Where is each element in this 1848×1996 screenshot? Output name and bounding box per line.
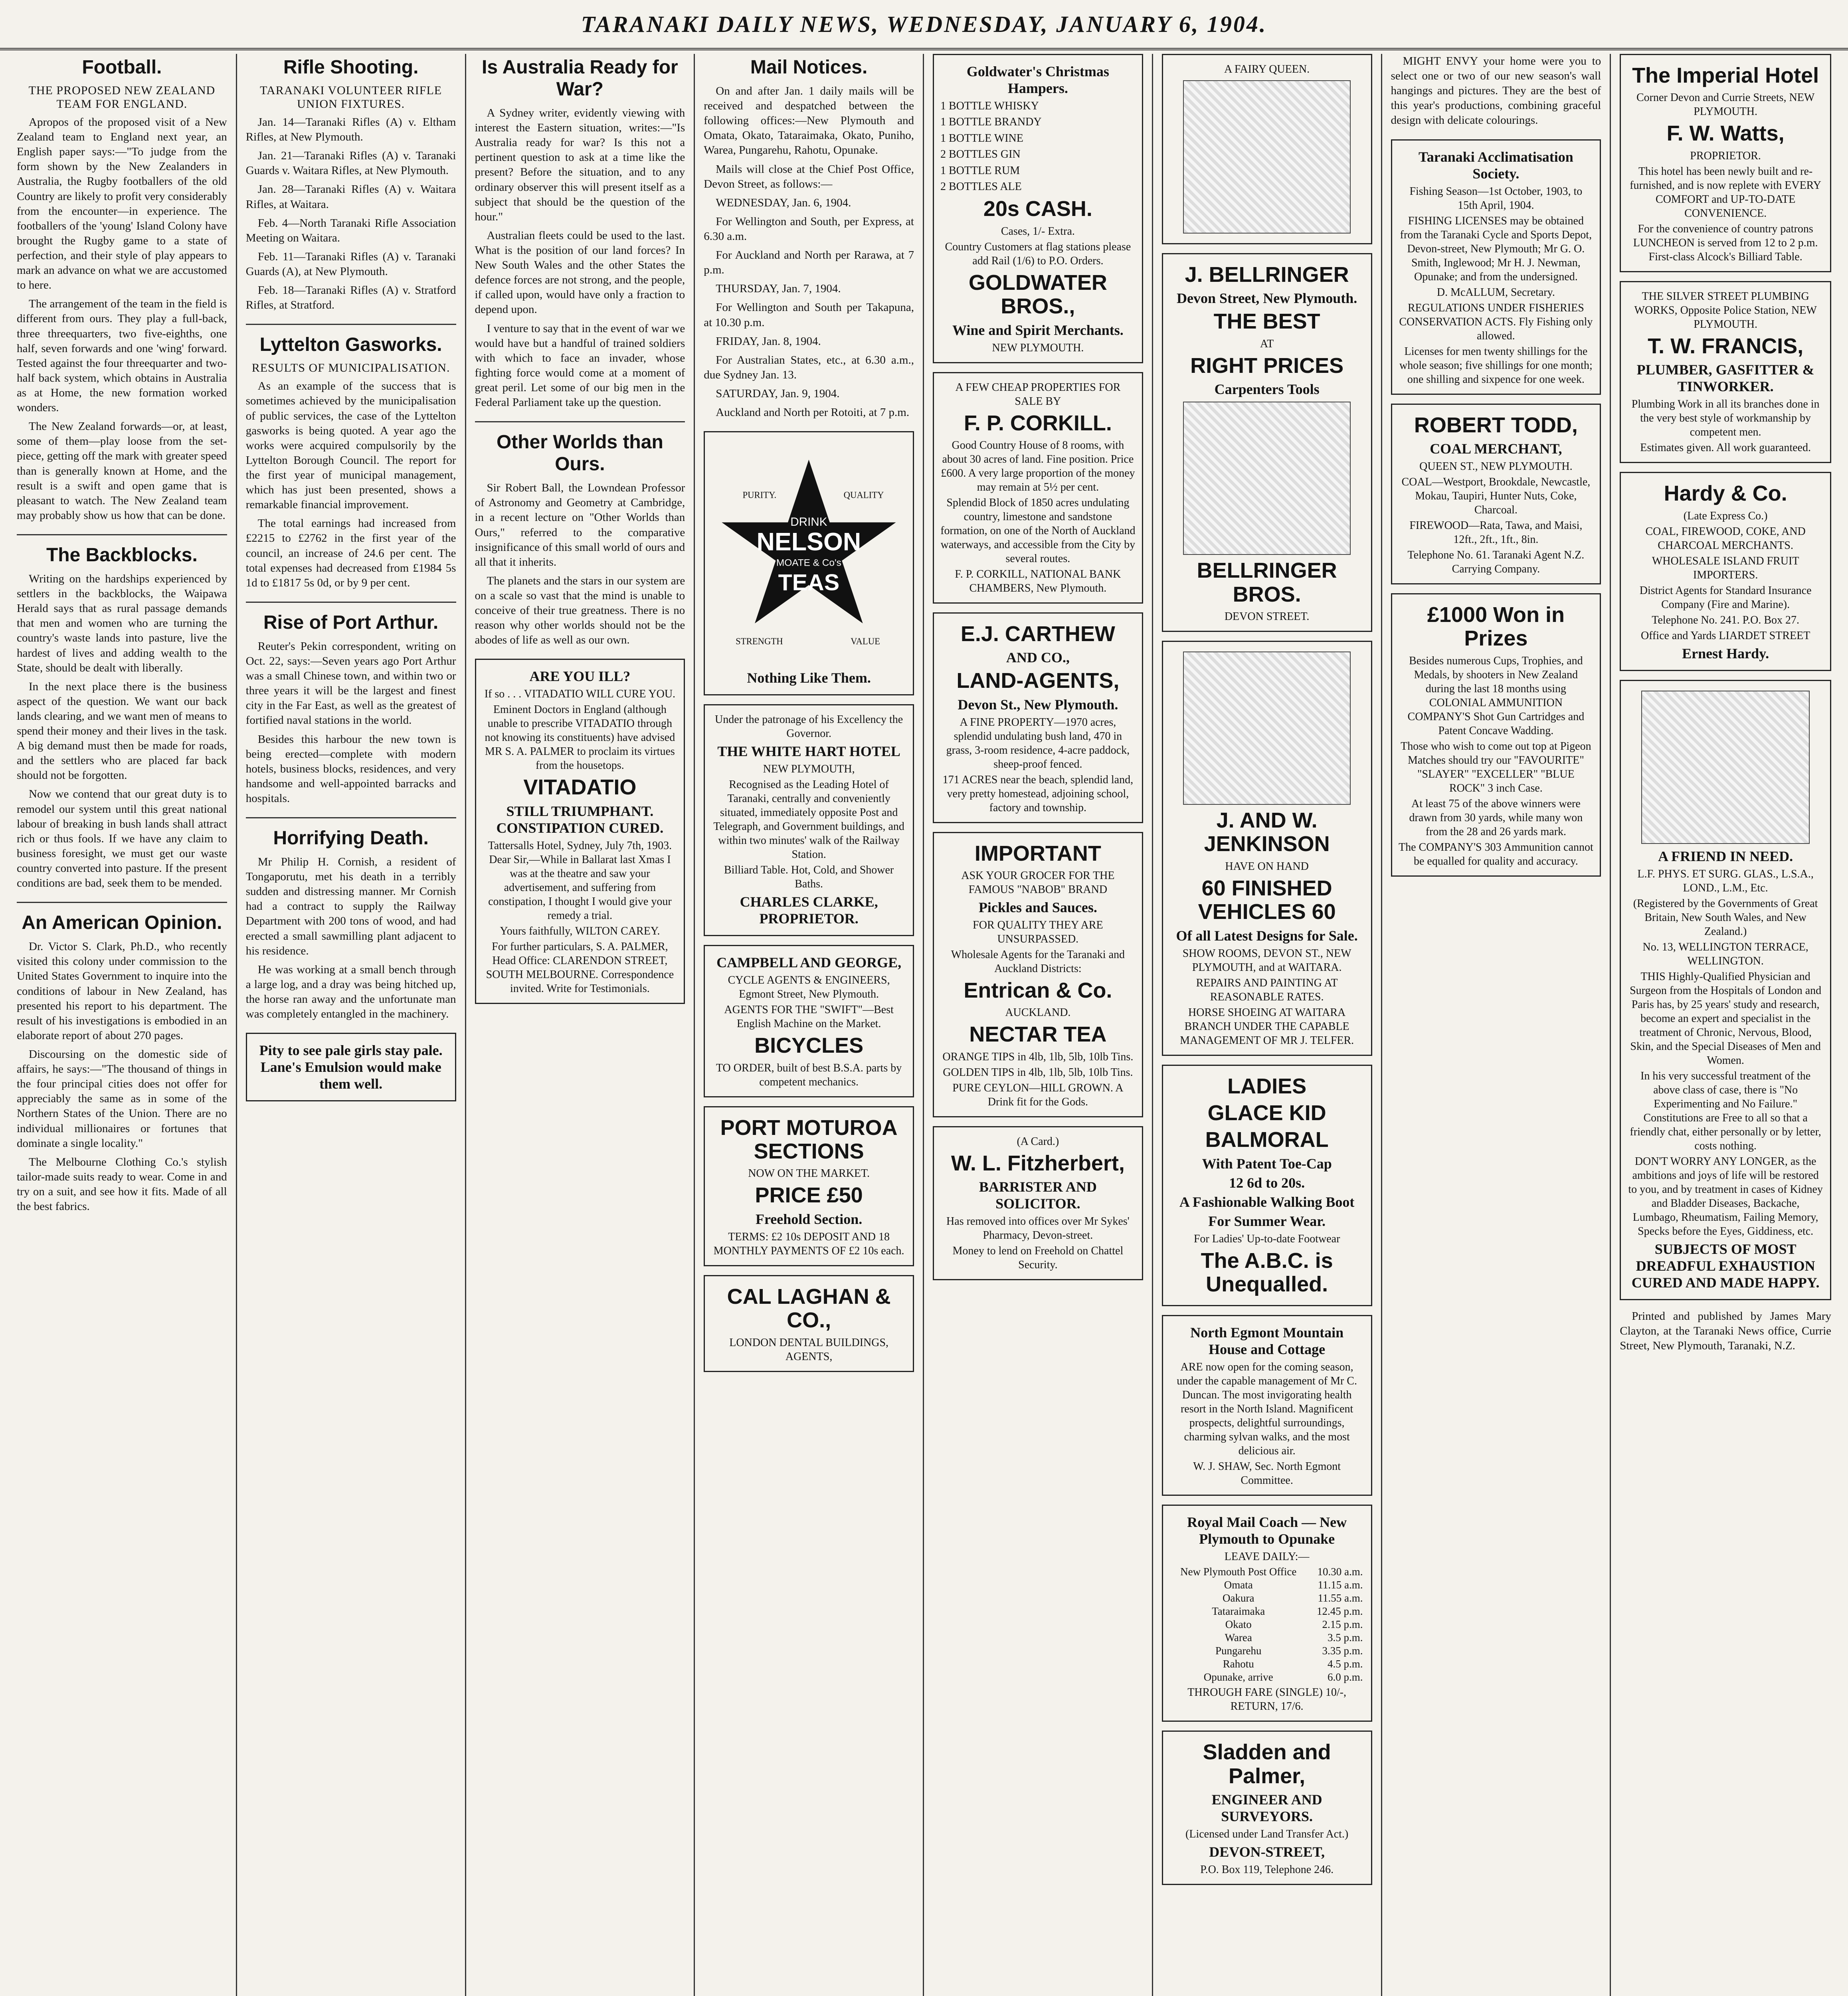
- table-row: [1169, 1592, 1365, 1605]
- stop-name: Warea: [1225, 1632, 1252, 1644]
- ad-body: In his very successful treatment of the above class of case, there is "No Experimenting and No Failure." Constitutions are Free to all so that a friendly chat, either personally or by letter, costs nothing.: [1630, 1069, 1821, 1152]
- ad-brand: NECTAR TEA: [969, 1022, 1107, 1047]
- paragraph: The New Zealand forwards—or, at least, some of them—play loose from the set-piece, getting off the mark with greater speed than is generally known at Home, and the result is a swift and open game that is pleasant to watch. The New Zealand team may probably show us how that can be done.: [17, 420, 227, 522]
- ad-heading: ARE YOU ILL?: [529, 668, 631, 685]
- stop-time: 2.15 p.m.: [1322, 1618, 1363, 1631]
- ad-body: GOLDEN TIPS in 4lb, 1lb, 5lb, 10lb Tins.: [943, 1066, 1133, 1079]
- ad-bellringer: [1162, 253, 1372, 632]
- table-row: [1169, 1618, 1365, 1631]
- ad-slogan: THE BEST: [1213, 309, 1320, 334]
- ad-body: HORSE SHOEING AT WAITARA BRANCH UNDER THE CAPABLE MANAGEMENT OF MR J. TELFER.: [1180, 1006, 1354, 1047]
- headline: Other Worlds than Ours.: [496, 432, 663, 475]
- nelson-purity: PURITY.: [742, 490, 777, 500]
- headline: Football.: [82, 57, 162, 78]
- ad-body: Estimates given. All work guaranteed.: [1640, 442, 1811, 454]
- ad-body: Office and Yards LIARDET STREET: [1640, 629, 1810, 642]
- fixture-item: Jan. 28—Taranaki Rifles (A) v. Waitara Rifles, at Waitara.: [245, 183, 456, 211]
- ad-title: CAL LAGHAN & CO.,: [727, 1284, 891, 1333]
- ad-imperial-hotel: [1620, 54, 1831, 272]
- ad-sub: Wine and Spirit Merchants.: [952, 322, 1124, 338]
- ad-name: F. W. Watts,: [1666, 121, 1785, 146]
- ad-body: SHOW ROOMS, DEVON ST., NEW PLYMOUTH, and at WAITARA.: [1182, 947, 1351, 974]
- ad-note: Country Customers at flag stations please add Rail (1/6) to P.O. Orders.: [945, 240, 1131, 267]
- ad-goldwater: [933, 54, 1143, 363]
- paragraph: The Melbourne Clothing Co.'s stylish tailor-made suits ready to wear. Come in and try on a suit, and see how it fits. Made of all the best fabrics.: [17, 1155, 227, 1213]
- ad-body: ARE now open for the coming season, under the capable management of Mr C. Duncan. The most invigorating health resort in the North Island. Magnificent prospects, delightful surroundings, charming sylvan walks, and the most delicious air.: [1177, 1361, 1357, 1457]
- ad-fitzherbert: [933, 1126, 1143, 1280]
- ad-address: QUEEN ST., NEW PLYMOUTH.: [1419, 460, 1573, 473]
- divider: [17, 534, 227, 535]
- ad-white-hart-hotel: [704, 704, 914, 936]
- stop-time: 12.45 p.m.: [1316, 1605, 1363, 1618]
- ad-footer: P.O. Box 119, Telephone 246.: [1200, 1863, 1334, 1876]
- ad-corkill: [933, 372, 1143, 604]
- ad-name: Entrican & Co.: [964, 978, 1112, 1003]
- ad-title: PORT MOTUROA SECTIONS: [720, 1115, 898, 1163]
- ad-pre: Under the patronage of his Excellency the Governor.: [715, 713, 903, 740]
- ad-footer: F. P. CORKILL, NATIONAL BANK CHAMBERS, New Plymouth.: [955, 568, 1121, 594]
- article-rifle-shooting: [246, 56, 456, 313]
- ad-body: District Agents for Standard Insurance Company (Fire and Marine).: [1639, 584, 1812, 611]
- ad-name: Hardy & Co.: [1664, 481, 1787, 506]
- article-football: [17, 56, 227, 523]
- ad-quals: L.F. PHYS. ET SURG. GLAS., L.S.A., LOND., L.M., Etc.: [1637, 867, 1814, 894]
- ad-name: F. P. CORKILL.: [964, 411, 1112, 435]
- ad-name: E.J. CARTHEW: [960, 622, 1115, 646]
- ad-body: ORANGE TIPS in 4lb, 1lb, 5lb, 10lb Tins.: [942, 1050, 1134, 1063]
- headline: Rifle Shooting.: [283, 57, 419, 78]
- table-row: [1169, 1578, 1365, 1592]
- ad-body: Splendid Block of 1850 acres undulating country, limestone and sandstone formation, on one of the North of Auckland waterways, and accessible from the City by several routes.: [940, 496, 1136, 565]
- ad-body: FOR QUALITY THEY ARE UNSURPASSED.: [973, 919, 1103, 946]
- ad-name: ROBERT TODD,: [1414, 413, 1578, 437]
- column-4: [695, 54, 924, 1996]
- ad-body: COAL—Westport, Brookdale, Newcastle, Mokau, Taupiri, Hunter Nuts, Coke, Charcoal.: [1401, 475, 1591, 516]
- ad-sub: SUBJECTS OF MOST DREADFUL EXHAUSTION CURED AND MADE HAPPY.: [1631, 1241, 1820, 1291]
- star-icon: [711, 442, 906, 665]
- paragraph: Discoursing on the domestic side of affairs, he says:—"The thousand of things in the four principal cities does not offer for appreciably the same as in some of the Northern States of the Union. There are no individual millionaires or fortunes that dominate a single locality.": [17, 1048, 227, 1150]
- article-backblocks: [17, 544, 227, 891]
- stop-time: 6.0 p.m.: [1327, 1671, 1363, 1683]
- ad-body: The COMPANY'S 303 Ammunition cannot be equalled for quality and accuracy.: [1398, 841, 1593, 867]
- stop-name: Rahotu: [1223, 1658, 1254, 1670]
- column-8: [1611, 54, 1840, 1996]
- paragraph: Now we contend that our great duty is to remodel our system until this great national labour of breaking in bush lands shall attract rich or thus fools. If we have any claim to business foresight, we must get our waste country converted into pasture. If the present conditions are bad, seek them to be mended.: [17, 788, 227, 890]
- table-row: [1169, 1657, 1365, 1671]
- ad-friend-in-need: [1620, 680, 1831, 1300]
- nelson-drink: DRINK: [790, 515, 827, 529]
- ad-body: REGULATIONS UNDER FISHERIES CONSERVATION ACTS. Fly Fishing only allowed.: [1399, 301, 1593, 342]
- ad-jenkinson: [1162, 641, 1372, 1056]
- ad-name: Sladden and Palmer,: [1203, 1740, 1331, 1788]
- stop-time: 4.5 p.m.: [1327, 1658, 1363, 1670]
- mail-item: For Auckland and North per Rarawa, at 7 p.m.: [704, 249, 914, 277]
- divider: [17, 902, 227, 903]
- ad-footer: LONDON DENTAL BUILDINGS, AGENTS,: [729, 1336, 889, 1363]
- ad-campbell-george: [704, 945, 914, 1097]
- column-1: [8, 54, 237, 1996]
- stop-name: Tataraimaka: [1212, 1605, 1265, 1618]
- ad-title: THE WHITE HART HOTEL: [717, 743, 900, 760]
- ad-list-item: 1 BOTTLE RUM: [940, 164, 1020, 177]
- paragraph: As an example of the success that is sometimes achieved by the municipalisation of public services, the case of the Lyttelton gasworks is being quoted. A year ago the works were acquired compulsorily by the Lyttelton Borough Council. The report for the first year of municipal management, which has just been presented, shows a remarkable financial improvement.: [245, 380, 456, 511]
- ad-title: £1000 Won in Prizes: [1427, 602, 1565, 651]
- ad-callaghan: [704, 1275, 914, 1372]
- nelson-value: VALUE: [851, 636, 880, 647]
- subheadline: RESULTS OF MUNICIPALISATION.: [251, 361, 450, 375]
- fixture-item: Feb. 4—North Taranaki Rifle Association Meeting on Waitara.: [245, 216, 456, 244]
- coach-timetable: [1169, 1565, 1365, 1684]
- article-other-worlds: [475, 431, 685, 648]
- paragraph: A Sydney writer, evidently viewing with interest the Eastern situation, writes:—"Is Australia ready for war? Is this not a pertinent question to ask at a time like the present? Before the situation, and to any ordinary observer this will present itself as a subject that should be the question of the hour.": [475, 107, 685, 223]
- paragraph: In the next place there is the business aspect of the question. We want our back lands clearing, and we want men of means to spend their money and their lives in the task. A big demand must then be made for roads, and the settlers who are placed far back should not be forgotten.: [17, 680, 227, 782]
- headline: An American Opinion.: [22, 912, 222, 934]
- ad-list-item: 1 BOTTLE WINE: [940, 132, 1023, 145]
- angel-illustration: [1641, 691, 1810, 844]
- column-3: [466, 54, 695, 1996]
- ad-fares: THROUGH FARE (SINGLE) 10/-, RETURN, 17/6.: [1187, 1686, 1346, 1713]
- ad-list-item: 1 BOTTLE WHISKY: [940, 100, 1039, 112]
- ad-sladden-palmer: [1162, 1731, 1372, 1885]
- article-american-opinion: [17, 912, 227, 1214]
- article-port-arthur: [246, 612, 456, 806]
- ad-sub: Of all Latest Designs for Sale.: [1176, 927, 1358, 944]
- ad-body: Fishing Season—1st October, 1903, to 15th April, 1904.: [1409, 185, 1583, 212]
- ad-acclimatisation: [1391, 139, 1601, 395]
- ad-body: Eminent Doctors in England (although unable to prescribe VITADATIO through not knowing its constituents) have advised MR S. A. PALMER to proclaim its virtues from the housetops.: [485, 703, 675, 772]
- ad-body: WHOLESALE ISLAND FRUIT IMPORTERS.: [1652, 554, 1799, 581]
- stop-time: 10.30 a.m.: [1317, 1566, 1363, 1578]
- ad-signature: Yours faithfully, WILTON CAREY.: [500, 925, 660, 937]
- ad-intro: THE SILVER STREET PLUMBING WORKS, Opposite Police Station, NEW PLYMOUTH.: [1634, 290, 1817, 331]
- newspaper-title: TARANAKI DAILY NEWS, WEDNESDAY, JANUARY 6, 1904.: [581, 11, 1267, 37]
- ad-footer: Telephone No. 61. Taranaki Agent N.Z. Carrying Company.: [1407, 549, 1585, 575]
- ad-brand: GOLDWATER BROS.,: [968, 270, 1107, 319]
- ad-body: Billiard Table. Hot, Cold, and Shower Baths.: [724, 864, 894, 891]
- ad-royal-mail-coach: [1162, 1505, 1372, 1722]
- ad-card: (A Card.): [1017, 1135, 1059, 1148]
- ad-north-egmont: [1162, 1315, 1372, 1496]
- ad-intro: A FEW CHEAP PROPERTIES FOR SALE BY: [955, 381, 1121, 408]
- ad-body: Licenses for men twenty shillings for the whole season; five shillings for one month; one shilling and sixpence for one week.: [1399, 345, 1593, 386]
- ad-title: CAMPBELL AND GEORGE,: [716, 954, 902, 971]
- article-wall-hangings: [1391, 54, 1601, 128]
- ad-signature: D. McALLUM, Secretary.: [1436, 286, 1555, 299]
- ad-address: DEVON-STREET,: [1209, 1844, 1325, 1860]
- ad-sub: CYCLE AGENTS & ENGINEERS, Egmont Street, New Plymouth.: [728, 974, 890, 1001]
- ad-body: Telephone No. 241. P.O. Box 27.: [1652, 614, 1800, 626]
- ad-footer: For further particulars, S. A. PALMER, Head Office: CLARENDON STREET, SOUTH MELBOURNE. Correspondence invited. Write for Testimonials.: [486, 940, 674, 995]
- ad-body: This hotel has been newly built and re-furnished, and is now replete with EVERY COMFORT and UP-TO-DATE CONVENIENCE.: [1630, 165, 1822, 220]
- stop-name: New Plymouth Post Office: [1180, 1566, 1297, 1578]
- paragraph: The total earnings had increased from £2215 to £2762 in the first year of the council, an increase of 24.6 per cent. The total expenses had decreased from £1984 5s 1d to £1817 5s 0d, or by 9 per cent.: [245, 517, 456, 589]
- ad-sub: STILL TRIUMPHANT. CONSTIPATION CURED.: [496, 803, 664, 836]
- ad-caption: A FAIRY QUEEN.: [1224, 63, 1310, 75]
- ad-address: Devon St., New Plymouth.: [958, 696, 1118, 713]
- paragraph: He was working at a small bench through a large log, and a dray was being hitched up, the horse ran away and the unfortunate man was completely entangled in the machinery.: [245, 963, 456, 1021]
- ad-title: IMPORTANT: [974, 841, 1101, 865]
- nelson-strength: STRENGTH: [736, 636, 783, 647]
- ad-sub: Freehold Section.: [755, 1211, 863, 1227]
- imprint: [1620, 1309, 1831, 1353]
- stop-name: Pungarehu: [1215, 1645, 1262, 1657]
- fixture-item: Jan. 21—Taranaki Rifles (A) v. Taranaki Guards v. Waitara Rifles, at New Plymouth.: [245, 149, 456, 177]
- paragraph: Reuter's Pekin correspondent, writing on Oct. 22, says:—Seven years ago Port Arthur was a small Chinese town, and within two or three years it will be the largest and finest city in the Far East, as well as the greatest of fortified naval stations in the world.: [245, 640, 456, 727]
- ad-body: Plumbing Work in all its branches done in the very best style of workmanship by competent men.: [1631, 398, 1820, 439]
- article-australia-war: [475, 56, 685, 410]
- ad-address: Devon Street, New Plymouth.: [1176, 290, 1357, 307]
- paragraph: On and after Jan. 1 daily mails will be received and despatched between the following offices:—New Plymouth and Omata, Okato, Tataraimaka, Okato, Puniho, Warea, Pungarehu, Rahotu, Opunake.: [704, 85, 914, 157]
- ad-title: BALMORAL: [1205, 1128, 1329, 1152]
- ad-body: Has removed into offices over Mr Sykes' Pharmacy, Devon-street.: [946, 1215, 1130, 1242]
- ad-body: Tattersalls Hotel, Sydney, July 7th, 1903. Dear Sir,—While in Ballarat last Xmas I was at the theatre and saw your advertisement, and suffering from constipation, I thought I would give your remedy a trial.: [488, 839, 672, 922]
- ad-body: Recognised as the Leading Hotel of Taranaki, centrally and conveniently situated, immediately opposite Post and Telegraph, and Government buildings, and within two minutes' walk of the Railway Station.: [713, 778, 904, 861]
- mail-item: Auckland and North per Rotoiti, at 7 p.m.: [716, 406, 910, 419]
- ad-vitadatio: [475, 659, 685, 1004]
- stop-time: 3.35 p.m.: [1322, 1645, 1363, 1657]
- divider: [246, 324, 456, 325]
- paragraph: Sir Robert Ball, the Lowndean Professor of Astronomy and Geometry at Cambridge, in a recent lecture on "Other Worlds than Ours," referred to the comparative insignificance of this small world of ours and all that it inherits.: [475, 481, 685, 568]
- ad-body: For the convenience of country patrons LUNCHEON is served from 12 to 2 p.m. First-class Alcock's Billiard Table.: [1633, 222, 1818, 263]
- divider: [475, 421, 685, 422]
- ad-body: FIREWOOD—Rata, Tawa, and Maisi, 12ft., 2ft., 1ft., 8in.: [1409, 519, 1583, 546]
- ad-body: FISHING LICENSES may be obtained from the Taranaki Cycle and Sports Depot, Devon-street, New Plymouth; Mr G. O. Smith, Inglewood; Mr H. J. Newman, Opunake; and from the undersigned.: [1400, 214, 1592, 283]
- ad-town: AUCKLAND.: [1005, 1006, 1071, 1019]
- imprint-text: Printed and published by James Mary Clayton, at the Taranaki News office, Currie Street, New Plymouth, Taranaki, N.Z.: [1620, 1309, 1831, 1352]
- paragraph: Apropos of the proposed visit of a New Zealand team to England next year, an English paper says:—"To judge from the form shown by the New Zealanders in Australia, the Rugby footballers of the old Country are likely to profit very considerably from the encounter—in experience. The footballers of the 'young' Island Colony have brought the Rugby game to a state of perfection, and their style of play appears to mark an advance on what we are accustomed to here.: [17, 116, 227, 292]
- ad-address: Corner Devon and Currie Streets, NEW PLYMOUTH.: [1636, 91, 1815, 118]
- paragraph: I venture to say that in the event of war we would have but a handful of trained soldiers with which to face an invader, whose fighting force would come at a moment of great peril. Let some of our big men in the Federal Parliament take up the question.: [475, 322, 685, 409]
- ad-big: 60 FINISHED VEHICLES 60: [1198, 876, 1336, 924]
- ad-sub: If so . . . VITADATIO WILL CURE YOU.: [484, 688, 676, 701]
- ad-sub: Carpenters Tools: [1214, 381, 1320, 398]
- column-7: [1382, 54, 1611, 1996]
- ad-body: ASK YOUR GROCER FOR THE FAMOUS "NABOB" BRAND: [961, 869, 1115, 896]
- headline: Horrifying Death.: [273, 828, 429, 849]
- table-row: [1169, 1644, 1365, 1657]
- ad-name: J. AND W. JENKINSON: [1204, 808, 1330, 856]
- ad-tagline: Nothing Like Them.: [747, 670, 871, 686]
- paragraph: MIGHT ENVY your home were you to select one or two of our new season's wall hangings and pictures. They are the best of this year's productions, combining graceful design with delicate colourings.: [1391, 55, 1601, 127]
- ad-footer: Money to lend on Freehold on Chattel Security.: [952, 1245, 1124, 1271]
- ad-price: PRICE £50: [755, 1183, 863, 1208]
- headline: Lyttelton Gasworks.: [259, 334, 442, 356]
- ad-price: 20s CASH.: [983, 197, 1092, 221]
- ad-sub: Pickles and Sauces.: [978, 899, 1097, 916]
- ad-note: (Licensed under Land Transfer Act.): [1185, 1828, 1349, 1841]
- stop-time: 11.15 a.m.: [1318, 1579, 1363, 1591]
- ad-body: 171 ACRES near the beach, splendid land, very pretty homestead, adjoining school, factory and township.: [942, 773, 1134, 814]
- ad-name: BELLRINGER BROS.: [1197, 558, 1337, 606]
- ad-body: Besides numerous Cups, Trophies, and Medals, by shooters in New Zealand during the last 18 months using COLONIAL AMMUNITION COMPANY'S Shot Gun Cartridges and Patent Concave Wadding.: [1407, 654, 1585, 737]
- article-horrifying-death: [246, 827, 456, 1022]
- ad-signature: W. J. SHAW, Sec. North Egmont Committee.: [1193, 1460, 1341, 1487]
- ad-ammunition-prizes: [1391, 593, 1601, 877]
- ad-sub: A Fashionable Walking Boot: [1179, 1194, 1355, 1210]
- ad-terms: TERMS: £2 10s DEPOSIT AND 18 MONTHLY PAYMENTS OF £2 10s each.: [713, 1230, 904, 1257]
- ad-title: The Imperial Hotel: [1632, 63, 1819, 87]
- ad-sub: NOW ON THE MARKET.: [748, 1167, 870, 1180]
- ad-sub: (Late Express Co.): [1683, 509, 1768, 522]
- ad-lanes-emulsion: [246, 1033, 456, 1101]
- ad-fairy-queen: [1162, 54, 1372, 244]
- ad-place: NEW PLYMOUTH,: [763, 763, 855, 776]
- fixture-item: Feb. 11—Taranaki Rifles (A) v. Taranaki Guards (A), at New Plymouth.: [245, 250, 456, 278]
- ad-town: NEW PLYMOUTH.: [992, 341, 1084, 354]
- nelson-maker: MOATE & Co's: [776, 557, 842, 568]
- table-row: [1169, 1565, 1365, 1578]
- ad-body: Wholesale Agents for the Taranaki and Auckland Districts:: [951, 948, 1125, 975]
- ad-balmoral-boot: [1162, 1065, 1372, 1307]
- ad-signature: CHARLES CLARKE, PROPRIETOR.: [740, 894, 878, 927]
- paragraph: Dr. Victor S. Clark, Ph.D., who recently visited this colony under commission to the United States Government to inquire into the conditions of labour in New Zealand, has presented his report to his department. The result of his investigations is embodied in an elaborate report of about 270 pages.: [17, 940, 227, 1042]
- ad-note: Cases, 1/- Extra.: [1001, 225, 1075, 238]
- stop-name: Opunake, arrive: [1203, 1671, 1273, 1683]
- columns: [8, 54, 1840, 1996]
- ad-title: Royal Mail Coach — New Plymouth to Opunake: [1187, 1514, 1347, 1547]
- stop-name: Okato: [1225, 1618, 1252, 1631]
- ad-body: COAL, FIREWOOD, COKE, AND CHARCOAL MERCHANTS.: [1645, 525, 1806, 552]
- mail-item: FRIDAY, Jan. 8, 1904.: [716, 335, 821, 348]
- fairy-illustration: [1183, 80, 1350, 234]
- ad-hardy-co: [1620, 472, 1831, 671]
- ad-sub: HAVE ON HAND: [1225, 860, 1309, 873]
- mail-item: WEDNESDAY, Jan. 6, 1904.: [716, 196, 851, 209]
- ad-sub: With Patent Toe-Cap: [1202, 1155, 1332, 1172]
- ad-title: Goldwater's Christmas Hampers.: [966, 63, 1109, 96]
- ad-role: ENGINEER AND SURVEYORS.: [1211, 1792, 1322, 1825]
- ad-type: LAND-AGENTS,: [956, 669, 1120, 693]
- ad-title: Taranaki Acclimatisation Society.: [1419, 149, 1573, 182]
- divider: [246, 817, 456, 818]
- ad-body: A FINE PROPERTY—1970 acres, splendid undulating bush land, 470 in grass, 3-room residence, 4-acre paddock, sheep-proof fenced.: [946, 716, 1130, 770]
- tools-illustration: [1183, 402, 1350, 555]
- mail-item: THURSDAY, Jan. 7, 1904.: [716, 282, 841, 295]
- headline: Mail Notices.: [750, 57, 868, 78]
- nelson-teas: TEAS: [778, 570, 840, 596]
- ad-price: 12 6d to 20s.: [1229, 1174, 1305, 1191]
- mail-item: For Wellington and South, per Express, at 6.30 a.m.: [704, 215, 914, 243]
- ad-address: No. 13, WELLINGTON TERRACE, WELLINGTON.: [1642, 941, 1808, 967]
- ad-nelson-teas: [704, 431, 914, 695]
- paragraph: Australian fleets could be used to the last. What is the position of our land forces? In New South Wales and the other States the defence forces are not strong, and the people, if called upon, would have only a fraction to depend upon.: [475, 229, 685, 316]
- ad-slogan: RIGHT PRICES: [1190, 353, 1344, 378]
- nelson-brand: NELSON: [756, 528, 861, 556]
- table-row: [1169, 1631, 1365, 1644]
- carriage-illustration: [1183, 651, 1350, 805]
- ad-sub: AND CO.,: [1006, 649, 1070, 666]
- ad-slogan: AT: [1260, 337, 1274, 350]
- headline: Rise of Port Arthur.: [263, 612, 439, 633]
- column-2: [237, 54, 466, 1996]
- paragraph: The arrangement of the team in the field is different from ours. They play a full-back, three threequarters, two five-eighths, one half, seven forwards and one 'wing' forward. Tested against the four threequarter and two-half back system, which obtains in Australia as at Home, the new formation worked wonders.: [17, 297, 227, 414]
- ad-sub: LEAVE DAILY:—: [1224, 1550, 1310, 1563]
- mail-item: For Wellington and South per Takapuna, at 10.30 p.m.: [704, 301, 914, 329]
- mail-item: SATURDAY, Jan. 9, 1904.: [716, 387, 840, 400]
- ad-carthew: [933, 612, 1143, 823]
- ad-port-moturoa: [704, 1106, 914, 1266]
- ad-body: TO ORDER, built of best B.S.A. parts by competent mechanics.: [716, 1061, 902, 1088]
- stop-time: 3.5 p.m.: [1327, 1632, 1363, 1644]
- ad-title: North Egmont Mountain House and Cottage: [1190, 1325, 1344, 1358]
- ad-body: REPAIRS AND PAINTING AT REASONABLE RATES.: [1196, 976, 1338, 1003]
- ad-role: BARRISTER AND SOLICITOR.: [979, 1179, 1097, 1212]
- stop-time: 11.55 a.m.: [1318, 1592, 1363, 1604]
- paragraph: Mr Philip H. Cornish, a resident of Tongaporutu, met his death in a terribly sudden and distressing manner. Mr Cornish had a contract to supply the Railway Department with 200 tons of wood, and had erected a small sawmilling plant adjacent to his residence.: [245, 855, 456, 957]
- masthead: [0, 0, 1848, 50]
- ad-note: (Registered by the Governments of Great Britain, New South Wales, and New Zealand.): [1633, 897, 1818, 938]
- ad-body: DON'T WORRY ANY LONGER, as the ambitions and joys of life will be restored to you, and by treatment in cases of Kidney and Bladder Diseases, Backache, Lumbago, Rheumatism, Failing Memory, Specks before the Eyes, Giddiness, etc.: [1628, 1155, 1823, 1238]
- ad-name: W. L. Fitzherbert,: [951, 1151, 1125, 1175]
- subheadline: TARANAKI VOLUNTEER RIFLE UNION FIXTURES.: [260, 84, 442, 111]
- ad-title: GLACE KID: [1207, 1101, 1326, 1125]
- ad-name: T. W. FRANCIS,: [1648, 334, 1804, 358]
- stop-name: Oakura: [1222, 1592, 1254, 1604]
- ad-body: At least 75 of the above winners were drawn from 30 yards, while many won from the 28 and 26 yards mark.: [1409, 797, 1583, 838]
- ad-role: PLUMBER, GASFITTER & TINWORKER.: [1636, 362, 1814, 395]
- ad-sub: For Ladies' Up-to-date Footwear: [1193, 1232, 1340, 1245]
- ad-nabob: [933, 832, 1143, 1117]
- nelson-star: [711, 442, 906, 665]
- ad-list-item: 1 BOTTLE BRANDY: [940, 116, 1042, 129]
- ad-body: AGENTS FOR THE "SWIFT"—Best English Machine on the Market.: [724, 1004, 894, 1030]
- paragraph: Writing on the hardships experienced by settlers in the backblocks, the Waipawa Herald says that as rural passage demands that men and women who are turning the country's waste lands into pasture, live the hardest of lives and adding wealth to the State, should be dealt with liberally.: [17, 572, 227, 674]
- nelson-quality: QUALITY: [843, 490, 884, 500]
- ad-signature: Ernest Hardy.: [1682, 645, 1769, 661]
- ad-text: Pity to see pale girls stay pale. Lane's Emulsion would make them well.: [259, 1042, 443, 1092]
- column-6: [1153, 54, 1382, 1996]
- ad-body: Those who wish to come out top at Pigeon Matches should try our "FAVOURITE" "SLAYER" "EXCELLER" "BLUE ROCK" 3 inch Case.: [1401, 740, 1591, 794]
- headline: The Backblocks.: [46, 544, 198, 566]
- ad-robert-todd: [1391, 404, 1601, 584]
- stop-name: Omata: [1224, 1579, 1253, 1591]
- ad-body: PURE CEYLON—HILL GROWN. A Drink fit for the Gods.: [952, 1081, 1124, 1108]
- subheadline: THE PROPOSED NEW ZEALAND TEAM FOR ENGLAND.: [28, 84, 216, 111]
- paragraph: Besides this harbour the new town is being erected—complete with modern hotels, business blocks, residences, and very handsome and well-appointed barracks and hospitals.: [245, 733, 456, 805]
- fixture-item: Feb. 18—Taranaki Rifles (A) v. Stratford Rifles, at Stratford.: [245, 284, 456, 312]
- ad-body: Good Country House of 8 rooms, with about 30 acres of land. Fine position. Price £600. A very large proportion of the money may remain at 5½ per cent.: [941, 439, 1135, 493]
- fixture-item: Jan. 14—Taranaki Rifles (A) v. Eltham Rifles, at New Plymouth.: [245, 116, 456, 144]
- paragraph: The planets and the stars in our system are on a scale so vast that the mind is unable to conceive of their true greatness. There is no reason why other worlds should not be the abodes of life as well as our own.: [475, 574, 685, 647]
- article-mail-notices: [704, 56, 914, 420]
- paragraph: Mails will close at the Chief Post Office, Devon Street, as follows:—: [704, 162, 914, 190]
- ad-brand: VITADATIO: [523, 775, 637, 800]
- ad-sub: For Summer Wear.: [1208, 1213, 1326, 1229]
- ad-role: COAL MERCHANT,: [1430, 440, 1562, 457]
- ad-name: J. BELLRINGER: [1185, 263, 1349, 287]
- ad-francis-plumbing: [1620, 281, 1831, 463]
- table-row: [1169, 1671, 1365, 1684]
- column-5: [924, 54, 1153, 1996]
- ad-title: A FRIEND IN NEED.: [1658, 848, 1793, 864]
- ad-big: BICYCLES: [754, 1034, 864, 1058]
- mail-item: For Australian States, etc., at 6.30 a.m., due Sydney Jan. 13.: [704, 353, 914, 381]
- headline: Is Australia Ready for War?: [482, 57, 678, 100]
- ad-list-item: 2 BOTTLES ALE: [940, 180, 1022, 193]
- ad-tagline: The A.B.C. is Unequalled.: [1201, 1248, 1333, 1297]
- ad-address: DEVON STREET.: [1224, 610, 1310, 623]
- table-row: [1169, 1605, 1365, 1618]
- ad-body: THIS Highly-Qualified Physician and Surgeon from the Hospitals of London and Paris has, by 25 years' study and research, become an expert and specialist in the treatment of Chronic, Nervous, Blood, Skin, and the Special Diseases of Men and Women.: [1630, 970, 1822, 1067]
- divider: [246, 602, 456, 603]
- ad-list-item: 2 BOTTLES GIN: [940, 148, 1021, 161]
- ad-ladies: LADIES: [1227, 1074, 1307, 1098]
- article-lyttelton: [246, 334, 456, 590]
- ad-role: PROPRIETOR.: [1690, 149, 1761, 162]
